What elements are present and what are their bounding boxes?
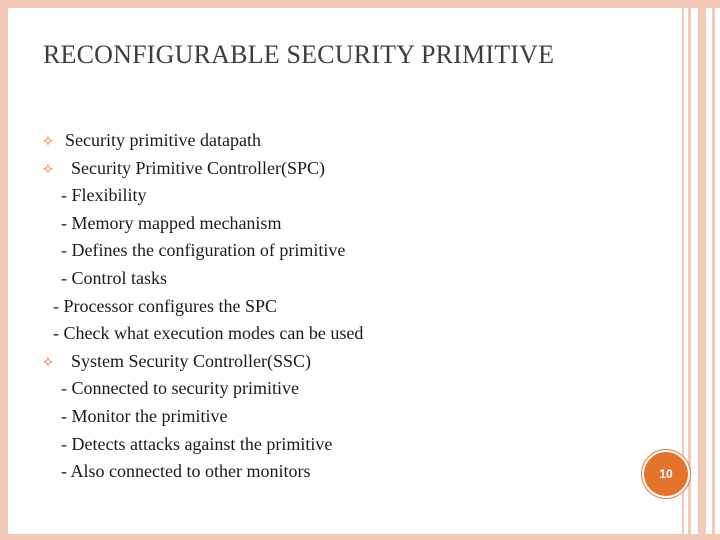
slide-title: RECONFIGURABLE SECURITY PRIMITIVE: [43, 40, 555, 69]
frame-bottom-border: [0, 534, 720, 540]
list-item: - Also connected to other monitors: [61, 461, 311, 481]
list-item: System Security Controller(SSC): [71, 351, 311, 371]
list-item: - Memory mapped mechanism: [61, 213, 282, 233]
list-item: - Connected to security primitive: [61, 378, 299, 398]
frame-stripe: [688, 0, 691, 540]
list-item: - Monitor the primitive: [61, 406, 228, 426]
list-item: Security Primitive Controller(SPC): [71, 158, 325, 178]
frame-stripe: [698, 0, 706, 540]
frame-top-border: [0, 0, 720, 8]
frame-stripe: [712, 0, 715, 540]
list-item: - Defines the configuration of primitive: [61, 240, 346, 260]
frame-left-border: [0, 0, 8, 540]
diamond-outline-icon: ⟡: [43, 354, 53, 370]
list-item: Security primitive datapath: [65, 130, 261, 150]
list-item: - Processor configures the SPC: [53, 296, 277, 316]
list-item: - Detects attacks against the primitive: [61, 434, 333, 454]
page-number-badge: 10: [642, 450, 690, 498]
list-item: - Control tasks: [61, 268, 167, 288]
list-item: - Check what execution modes can be used: [53, 323, 364, 343]
diamond-outline-icon: ⟡: [43, 133, 53, 149]
diamond-outline-icon: ⟡: [43, 161, 53, 177]
list-item: - Flexibility: [61, 185, 147, 205]
